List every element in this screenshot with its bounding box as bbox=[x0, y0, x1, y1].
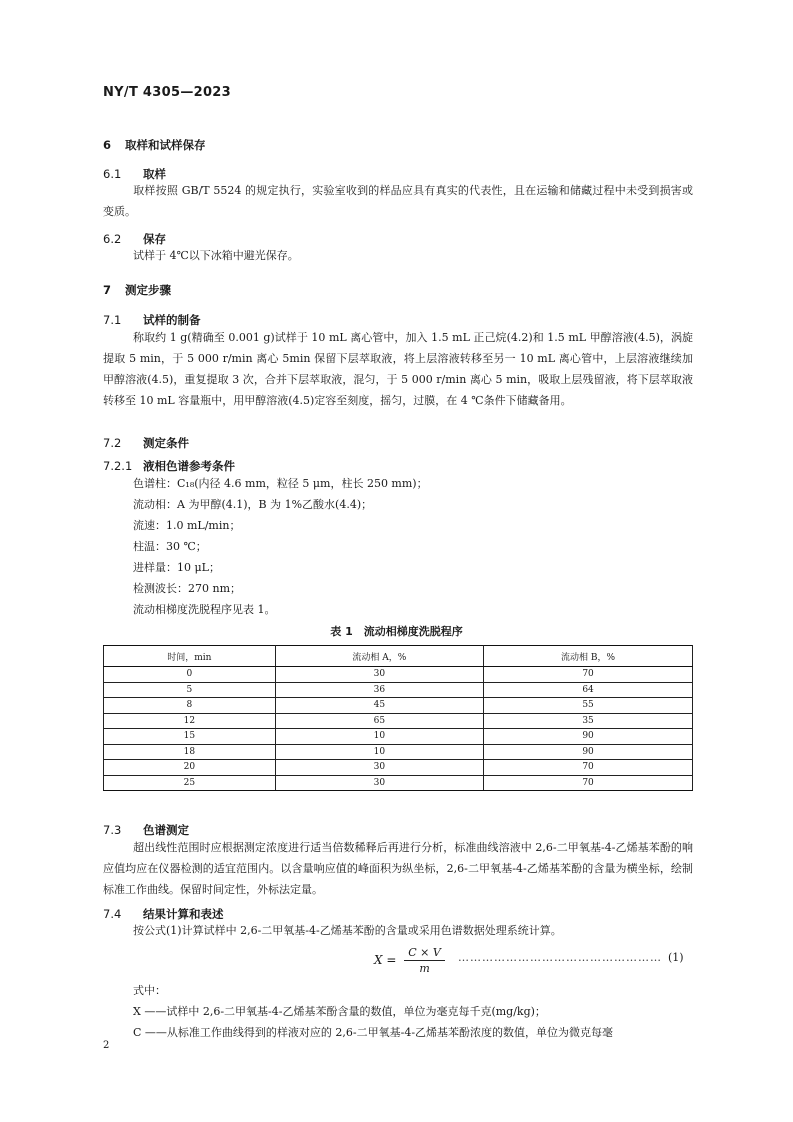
table-cell: 30 bbox=[275, 775, 483, 791]
variable-definition: C ——从标准工作曲线得到的样液对应的 2,6-二甲氧基-4-乙烯基苯酚浓度的数值，单位为微克每毫 bbox=[133, 1026, 614, 1039]
table-cell: 64 bbox=[484, 682, 693, 698]
section-7-3-body: 超出线性范围时应根据测定浓度进行适当倍数稀释后再进行分析，标准曲线溶液中 2,6-二甲氧基-4-乙烯基苯酚的响应值均应在仪器检测的适宜范围内。以含量响应值的峰面积为纵坐标，2,6-二甲氧基-4-乙烯基苯酚的含量为横坐标，绘制标准工作曲线。保留时间定性，外标法定量。 bbox=[103, 841, 693, 896]
section-number: 6 bbox=[103, 138, 112, 152]
condition-line: 进样量：10 μL； bbox=[133, 561, 220, 574]
section-7-2-1-heading bbox=[103, 458, 235, 474]
table-cell: 25 bbox=[104, 775, 276, 791]
section-number: 7.1 bbox=[103, 313, 122, 327]
condition-line: 检测波长：270 nm； bbox=[133, 582, 242, 595]
condition-line: 柱温：30 ℃； bbox=[133, 540, 207, 553]
table-cell: 70 bbox=[484, 667, 693, 683]
section-title: 结果计算和表述 bbox=[143, 907, 224, 921]
table-cell: 70 bbox=[484, 775, 693, 791]
where-intro: 式中： bbox=[133, 984, 166, 997]
gradient-table bbox=[103, 645, 693, 791]
table-cell: 65 bbox=[275, 713, 483, 729]
formula-lhs: X = bbox=[374, 953, 397, 967]
condition-line: 流动相梯度洗脱程序见表 1。 bbox=[133, 603, 276, 616]
section-number: 6.1 bbox=[103, 167, 122, 181]
table-cell: 35 bbox=[484, 713, 693, 729]
section-number: 7 bbox=[103, 283, 112, 297]
table-header-row bbox=[104, 646, 693, 667]
table-cell: 10 bbox=[275, 744, 483, 760]
condition-line: 色谱柱：C₁₈(内径 4.6 mm，粒径 5 μm，柱长 250 mm)； bbox=[133, 477, 428, 490]
section-7-4-body: 按公式(1)计算试样中 2,6-二甲氧基-4-乙烯基苯酚的含量或采用色谱数据处理系统计算。 bbox=[133, 924, 562, 937]
formula-denominator: m bbox=[419, 962, 430, 975]
table-cell: 55 bbox=[484, 698, 693, 714]
section-7-heading bbox=[103, 282, 171, 298]
section-title: 测定步骤 bbox=[125, 283, 171, 297]
table-cell: 15 bbox=[104, 729, 276, 745]
table-row bbox=[104, 729, 693, 745]
column-header: 流动相 B，% bbox=[484, 646, 693, 667]
table-cell: 18 bbox=[104, 744, 276, 760]
table-row bbox=[104, 667, 693, 683]
section-title: 测定条件 bbox=[143, 436, 189, 450]
section-6-2-body: 试样于 4℃以下冰箱中避光保存。 bbox=[133, 249, 299, 262]
section-6-1-body: 取样按照 GB/T 5524 的规定执行，实验室收到的样品应具有真实的代表性，且在运输和储藏过程中未受到损害或变质。 bbox=[103, 184, 693, 218]
table-cell: 20 bbox=[104, 760, 276, 776]
table-cell: 90 bbox=[484, 744, 693, 760]
section-7-3-heading bbox=[103, 822, 189, 838]
section-number: 7.2.1 bbox=[103, 459, 133, 473]
table-cell: 0 bbox=[104, 667, 276, 683]
table-caption: 表 1 流动相梯度洗脱程序 bbox=[330, 625, 463, 638]
section-title: 试样的制备 bbox=[143, 313, 201, 327]
column-header: 时间，min bbox=[104, 646, 276, 667]
formula-numerator: C × V bbox=[404, 946, 445, 961]
column-header: 流动相 A，% bbox=[275, 646, 483, 667]
section-title: 液相色谱参考条件 bbox=[143, 459, 235, 473]
section-title: 取样和试样保存 bbox=[125, 138, 206, 152]
table-cell: 5 bbox=[104, 682, 276, 698]
table-row bbox=[104, 760, 693, 776]
table-cell: 10 bbox=[275, 729, 483, 745]
table-row bbox=[104, 713, 693, 729]
equation-number: (1) bbox=[668, 951, 684, 964]
table-row bbox=[104, 682, 693, 698]
standard-code: NY/T 4305—2023 bbox=[103, 85, 231, 100]
table-cell: 70 bbox=[484, 760, 693, 776]
section-7-1-heading bbox=[103, 312, 201, 328]
table-cell: 36 bbox=[275, 682, 483, 698]
section-title: 保存 bbox=[143, 232, 166, 246]
section-number: 7.2 bbox=[103, 436, 122, 450]
section-6-heading bbox=[103, 137, 206, 153]
table-row bbox=[104, 698, 693, 714]
page-number: 2 bbox=[103, 1040, 110, 1051]
variable-definition: X ——试样中 2,6-二甲氧基-4-乙烯基苯酚含量的数值，单位为毫克每千克(mg/kg)； bbox=[133, 1005, 546, 1018]
formula bbox=[374, 946, 445, 975]
condition-line: 流速：1.0 mL/min； bbox=[133, 519, 241, 532]
table-cell: 12 bbox=[104, 713, 276, 729]
formula-leader-dots: …………………………………………… bbox=[458, 951, 662, 964]
formula-fraction bbox=[404, 946, 445, 975]
table-row bbox=[104, 744, 693, 760]
table-cell: 45 bbox=[275, 698, 483, 714]
table-cell: 30 bbox=[275, 760, 483, 776]
table-row bbox=[104, 775, 693, 791]
section-title: 取样 bbox=[143, 167, 166, 181]
table-cell: 30 bbox=[275, 667, 483, 683]
section-7-1-body: 称取约 1 g(精确至 0.001 g)试样于 10 mL 离心管中，加入 1.5 mL 正己烷(4.2)和 1.5 mL 甲醇溶液(4.5)，涡旋提取 5 min，于 5 000 r/min 离心 5min 保留下层萃取液，将上层溶液转移至另一 10 mL 离心管中，上层溶液继续加甲醇溶液(4.5)，重复提取 3 次，合并下层萃取液，混匀，于 5 000 r/min 离心 5 min，吸取上层残留液，将下层萃取液转移至 10 mL 容量瓶中，用甲醇溶液(4.5)定容至刻度，摇匀，过膜，在 4 ℃条件下储藏备用。 bbox=[103, 331, 693, 407]
section-7-2-heading bbox=[103, 435, 189, 451]
condition-line: 流动相：A 为甲醇(4.1)，B 为 1%乙酸水(4.4)； bbox=[133, 498, 373, 511]
section-number: 6.2 bbox=[103, 232, 122, 246]
table-cell: 8 bbox=[104, 698, 276, 714]
table-cell: 90 bbox=[484, 729, 693, 745]
section-title: 色谱测定 bbox=[143, 823, 189, 837]
section-number: 7.4 bbox=[103, 907, 122, 921]
section-number: 7.3 bbox=[103, 823, 122, 837]
